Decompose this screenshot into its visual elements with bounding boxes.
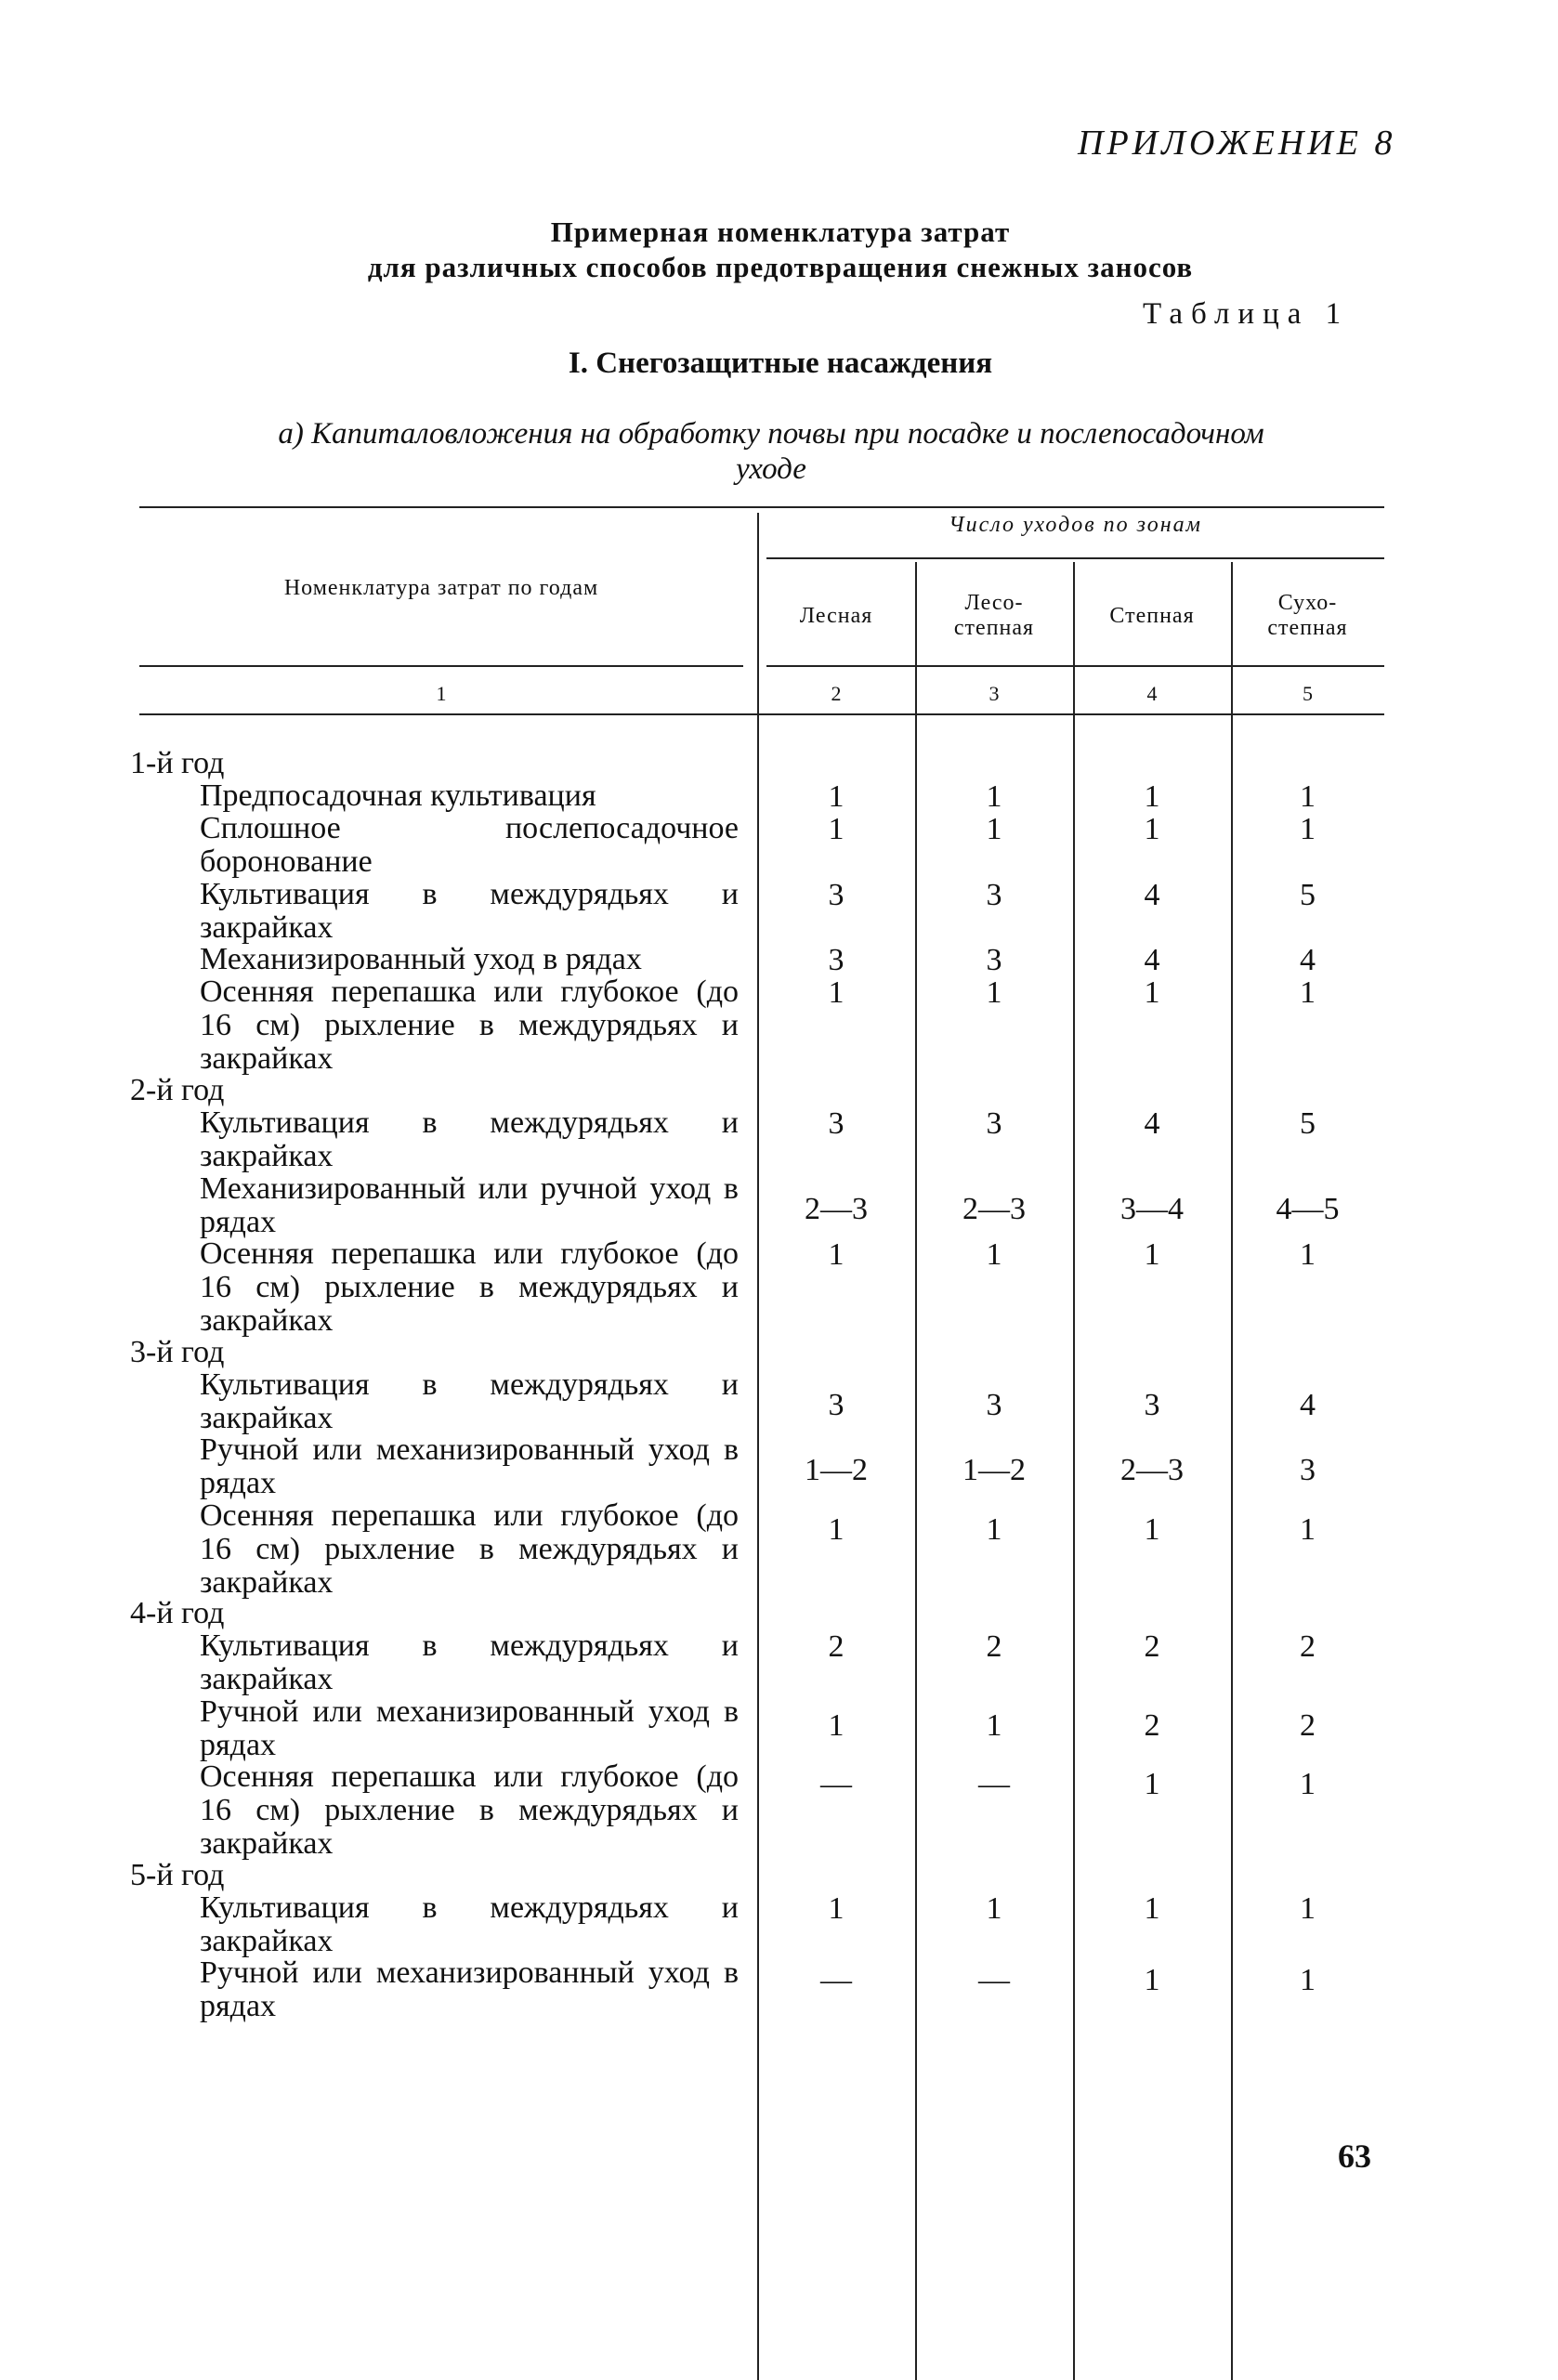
table-cell-value: 2—3 bbox=[1120, 1453, 1184, 1488]
cost-item-label: Предпосадочная культивация bbox=[200, 778, 596, 814]
table-cell-value: 4 bbox=[1144, 1106, 1160, 1142]
group-header-rule bbox=[766, 557, 1384, 559]
header-bottom-rule bbox=[139, 665, 743, 667]
table-cell-value: 4 bbox=[1300, 1387, 1316, 1422]
table-cell-value: 2 bbox=[1144, 1629, 1160, 1665]
cost-item-label: Культивация в междурядьях и закрайках bbox=[200, 1105, 739, 1174]
year-label: 5-й год bbox=[130, 1857, 225, 1892]
table-cell-value: 1 bbox=[1144, 779, 1160, 815]
cost-item-label: Культивация в междурядьях и закрайках bbox=[200, 1367, 739, 1435]
table-cell-value: 2 bbox=[1300, 1629, 1316, 1665]
table-cell-value: 1 bbox=[986, 1891, 1002, 1926]
table-cell-value: 3—4 bbox=[1120, 1191, 1184, 1226]
table-cell-value: 2 bbox=[1300, 1707, 1316, 1743]
table-cell-value: 2—3 bbox=[962, 1191, 1026, 1226]
table-label: Таблица 1 bbox=[1143, 297, 1350, 331]
table-cell-value: 5 bbox=[1300, 1106, 1316, 1142]
column-header-nomenclature: Номенклатура затрат по годам bbox=[283, 576, 599, 600]
cost-item-label: Культивация в междурядьях и закрайках bbox=[200, 1628, 739, 1697]
zone-header: Лесо- bbox=[964, 591, 1024, 615]
table-cell-value: 3 bbox=[828, 943, 844, 978]
table-cell-value: — bbox=[978, 1767, 1010, 1802]
cost-item-label: Сплошное послепосадочное боронование bbox=[200, 811, 739, 880]
table-cell-value: 3 bbox=[986, 1106, 1002, 1142]
zone-header: степная bbox=[1267, 616, 1348, 640]
table-cell-value: 1—2 bbox=[805, 1453, 868, 1488]
cost-item-label: Культивация в междурядьях и закрайках bbox=[200, 1890, 739, 1958]
cost-item-label: Осенняя перепашка или глубокое (до 16 см) рыхление в междурядьях и закрайках bbox=[200, 974, 739, 1077]
table-cell-value: 1 bbox=[986, 1511, 1002, 1547]
table-cell-value: 1 bbox=[1144, 812, 1160, 847]
cost-item-label: Механизированный или ручной уход в рядах bbox=[200, 1170, 739, 1239]
column-divider bbox=[915, 562, 917, 2380]
column-divider bbox=[757, 513, 759, 2380]
table-cell-value: — bbox=[820, 1963, 852, 1998]
table-cell-value: 4 bbox=[1144, 877, 1160, 912]
cost-item-label: Осенняя перепашка или глубокое (до 16 см) рыхление в междурядьях и закрайках bbox=[200, 1759, 739, 1862]
column-number: 3 bbox=[988, 682, 1000, 705]
table-cell-value: 5 bbox=[1300, 877, 1316, 912]
table-cell-value: 1 bbox=[986, 975, 1002, 1011]
table-cell-value: 3 bbox=[986, 877, 1002, 912]
table-cell-value: 1 bbox=[828, 779, 844, 815]
table-cell-value: 1—2 bbox=[962, 1453, 1026, 1488]
column-divider bbox=[1231, 562, 1233, 2380]
table-cell-value: 1 bbox=[1300, 975, 1316, 1011]
table-cell-value: 2 bbox=[1144, 1707, 1160, 1743]
table-cell-value: 2 bbox=[828, 1629, 844, 1665]
table-cell-value: 1 bbox=[828, 1237, 844, 1272]
table-cell-value: 3 bbox=[828, 1106, 844, 1142]
table-cell-value: 2—3 bbox=[805, 1191, 868, 1226]
table-cell-value: 1 bbox=[1144, 1767, 1160, 1802]
table-caption-line1: а) Капиталовложения на обработку почвы при посадке и послепосадочном bbox=[278, 417, 1264, 451]
table-cell-value: 3 bbox=[1144, 1387, 1160, 1422]
page-title-line2: для различных способов предотвращения снежных заносов bbox=[367, 251, 1194, 283]
table-cell-value: 3 bbox=[828, 1387, 844, 1422]
table-cell-value: 3 bbox=[828, 877, 844, 912]
zone-header: Степная bbox=[1109, 604, 1195, 628]
table-cell-value: 3 bbox=[1300, 1453, 1316, 1488]
section-title: I. Снегозащитные насаждения bbox=[568, 347, 993, 380]
table-cell-value: 2 bbox=[986, 1629, 1002, 1665]
table-cell-value: 1 bbox=[986, 1237, 1002, 1272]
column-number: 4 bbox=[1146, 682, 1158, 705]
table-cell-value: 1 bbox=[986, 812, 1002, 847]
table-cell-value: 1 bbox=[1144, 975, 1160, 1011]
cost-item-label: Механизированный уход в рядах bbox=[200, 942, 642, 977]
numbers-bottom-rule bbox=[139, 713, 1384, 715]
cost-item-label: Ручной или механизированный уход в рядах bbox=[200, 1955, 739, 2024]
table-top-rule bbox=[139, 506, 1384, 508]
table-cell-value: 1 bbox=[828, 975, 844, 1011]
appendix-label: ПРИЛОЖЕНИЕ 8 bbox=[1078, 124, 1396, 163]
cost-item-label: Ручной или механизированный уход в рядах bbox=[200, 1693, 739, 1762]
cost-item-label: Осенняя перепашка или глубокое (до 16 см) рыхление в междурядьях и закрайках bbox=[200, 1236, 739, 1338]
cost-item-label: Осенняя перепашка или глубокое (до 16 см) рыхление в междурядьях и закрайках bbox=[200, 1497, 739, 1600]
table-cell-value: 4—5 bbox=[1276, 1191, 1340, 1226]
table-cell-value: 1 bbox=[986, 1707, 1002, 1743]
table-cell-value: 1 bbox=[986, 779, 1002, 815]
column-number: 1 bbox=[436, 682, 447, 705]
cost-item-label: Ручной или механизированный уход в рядах bbox=[200, 1432, 739, 1501]
column-number: 2 bbox=[831, 682, 842, 705]
table-cell-value: 1 bbox=[1144, 1237, 1160, 1272]
table-caption bbox=[121, 416, 1421, 487]
zone-header: Сухо- bbox=[1277, 591, 1338, 615]
page-title-line1: Примерная номенклатура затрат bbox=[550, 216, 1011, 248]
column-header-zones: Число уходов по зонам bbox=[949, 513, 1202, 537]
table-cell-value: 1 bbox=[828, 812, 844, 847]
table-cell-value: 3 bbox=[986, 943, 1002, 978]
table-cell-value: 3 bbox=[986, 1387, 1002, 1422]
cost-item-label: Культивация в междурядьях и закрайках bbox=[200, 876, 739, 945]
table-caption-line2: уходе bbox=[736, 452, 806, 486]
table-cell-value: 1 bbox=[1144, 1963, 1160, 1998]
table-cell-value: — bbox=[820, 1767, 852, 1802]
table-cell-value: 1 bbox=[1300, 1237, 1316, 1272]
table-cell-value: 4 bbox=[1144, 943, 1160, 978]
table-cell-value: 1 bbox=[1300, 1891, 1316, 1926]
year-label: 4-й год bbox=[130, 1596, 225, 1631]
table-cell-value: 1 bbox=[1300, 1767, 1316, 1802]
zone-header: степная bbox=[953, 616, 1035, 640]
column-divider bbox=[1073, 562, 1075, 2380]
table-cell-value: 1 bbox=[1300, 1511, 1316, 1547]
year-label: 2-й год bbox=[130, 1073, 225, 1107]
table-cell-value: 1 bbox=[828, 1707, 844, 1743]
column-number: 5 bbox=[1303, 682, 1313, 705]
year-label: 1-й год bbox=[130, 746, 225, 780]
table-cell-value: 1 bbox=[1300, 812, 1316, 847]
table-cell-value: 1 bbox=[1300, 779, 1316, 815]
year-label: 3-й год bbox=[130, 1334, 225, 1369]
table-cell-value: 1 bbox=[1144, 1891, 1160, 1926]
page-number: 63 bbox=[1338, 2138, 1371, 2175]
table-cell-value: 1 bbox=[828, 1511, 844, 1547]
table-cell-value: 4 bbox=[1300, 943, 1316, 978]
table-cell-value: 1 bbox=[1144, 1511, 1160, 1547]
header-bottom-rule bbox=[766, 665, 1384, 667]
table-cell-value: 1 bbox=[1300, 1963, 1316, 1998]
zone-header: Лесная bbox=[799, 604, 873, 628]
table-cell-value: — bbox=[978, 1963, 1010, 1998]
table-cell-value: 1 bbox=[828, 1891, 844, 1926]
